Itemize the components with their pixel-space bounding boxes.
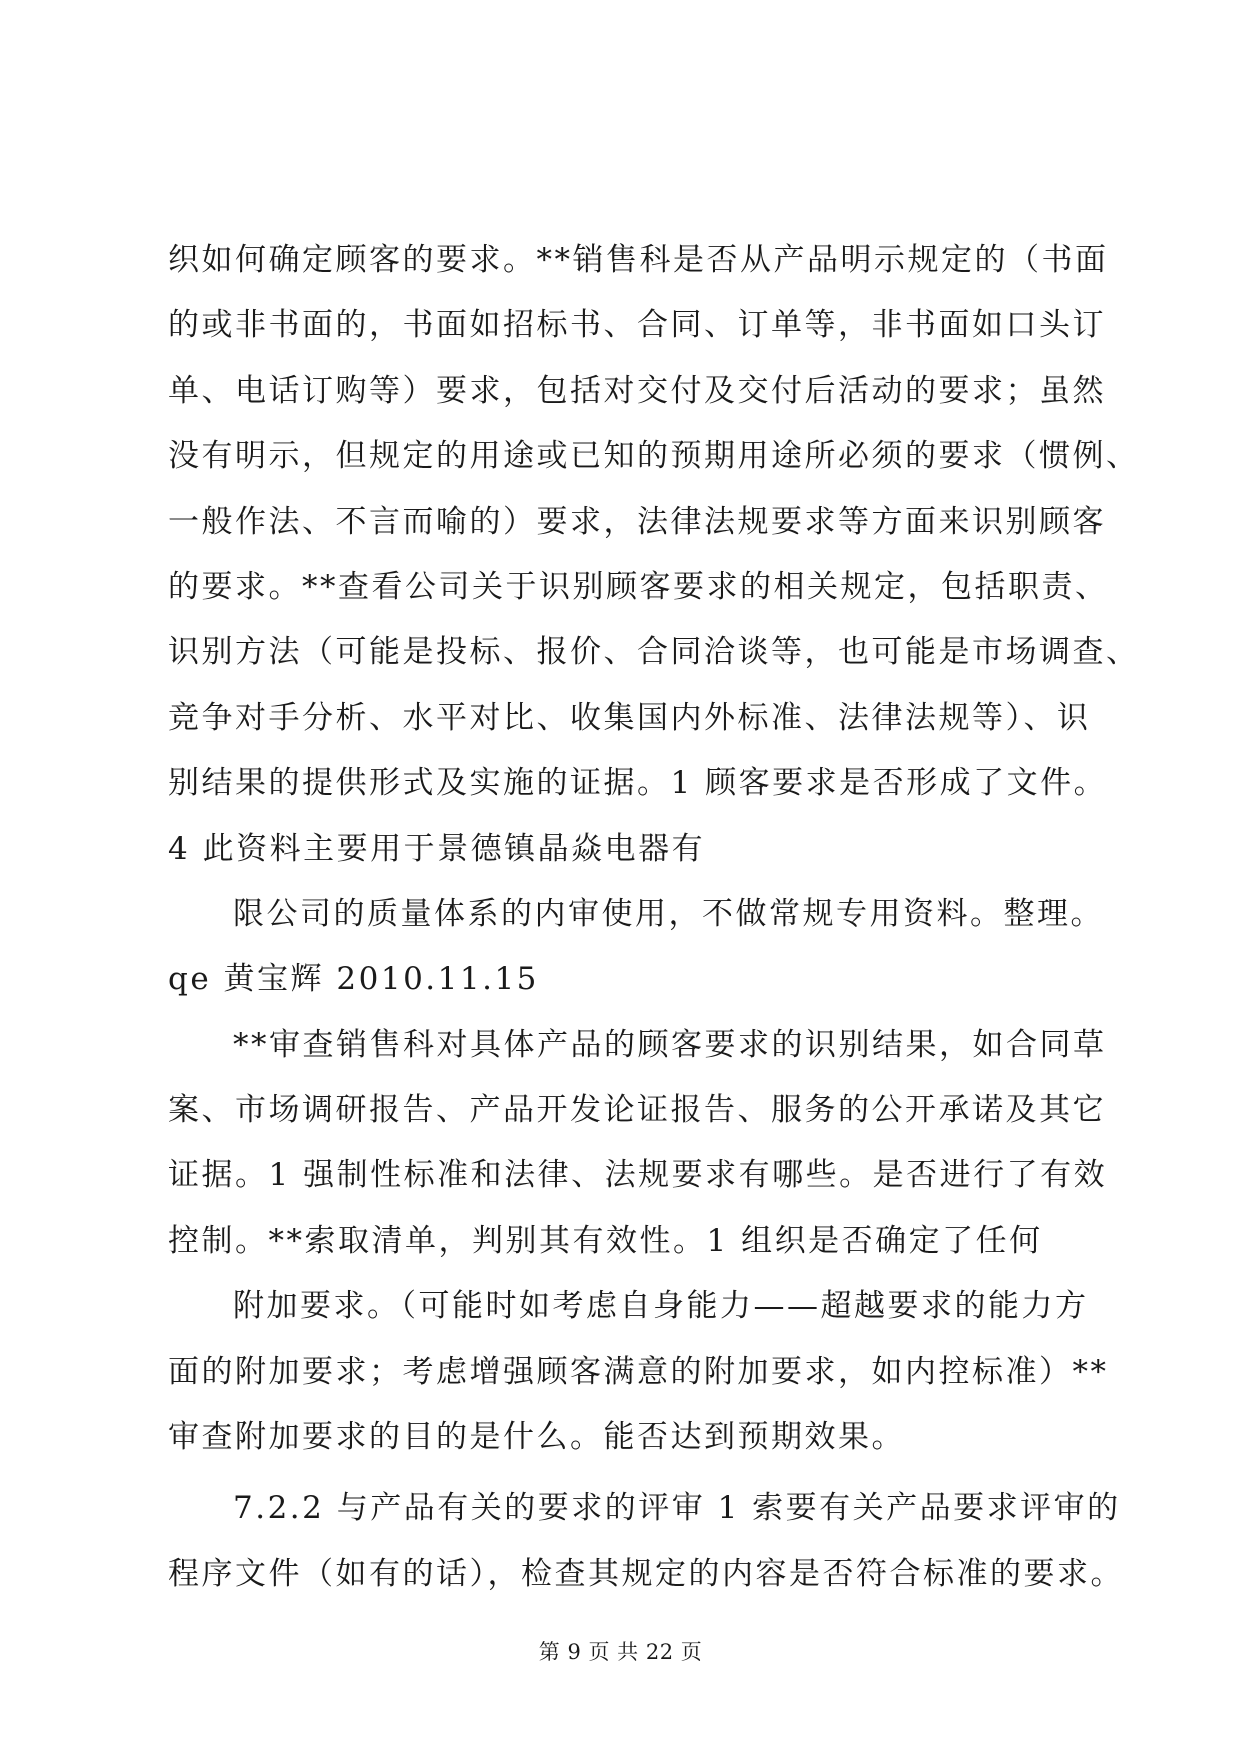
text-line: 没有明示，但规定的用途或已知的预期用途所必须的要求（惯例、 — [168, 438, 1140, 475]
text-line: **审查销售科对具体产品的顾客要求的识别结果，如合同草 — [233, 1026, 1107, 1063]
text-line: 程序文件（如有的话），检查其规定的内容是否符合标准的要求。 — [168, 1555, 1124, 1592]
text-line: 别结果的提供形式及实施的证据。1 顾客要求是否形成了文件。 — [168, 765, 1108, 802]
text-line: 面的附加要求；考虑增强顾客满意的附加要求，如内控标准）** — [168, 1353, 1109, 1390]
text-line: 的要求。**查看公司关于识别顾客要求的相关规定，包括职责、 — [168, 568, 1109, 605]
text-line: 证据。1 强制性标准和法律、法规要求有哪些。是否进行了有效 — [168, 1157, 1108, 1194]
text-line: 4 此资料主要用于景德镇晶焱电器有 — [168, 830, 706, 867]
page-number-footer: 第 9 页 共 22 页 — [538, 1640, 703, 1664]
body-text — [168, 228, 1140, 1607]
text-line: 织如何确定顾客的要求。**销售科是否从产品明示规定的（书面 — [168, 242, 1109, 278]
text-line: 附加要求。（可能时如考虑自身能力——超越要求的能力方 — [233, 1288, 1089, 1325]
text-line: 限公司的质量体系的内审使用，不做常规专用资料。整理。 — [233, 895, 1104, 932]
text-line: 7.2.2 与产品有关的要求的评审 1 索要有关产品要求评审的 — [233, 1490, 1121, 1527]
text-line: 识别方法（可能是投标、报价、合同洽谈等，也可能是市场调查、 — [168, 634, 1140, 671]
text-line: 一般作法、不言而喻的）要求，法律法规要求等方面来识别顾客 — [168, 503, 1106, 540]
text-line: 案、市场调研报告、产品开发论证报告、服务的公开承诺及其它 — [168, 1092, 1106, 1129]
text-line: 审查附加要求的目的是什么。能否达到预期效果。 — [168, 1419, 905, 1456]
text-line: 竞争对手分析、水平对比、收集国内外标准、法律法规等）、识 — [168, 699, 1091, 736]
text-line: 单、电话订购等）要求，包括对交付及交付后活动的要求；虽然 — [168, 372, 1106, 409]
text-line: 的或非书面的，书面如招标书、合同、订单等，非书面如口头订 — [168, 307, 1106, 344]
text-line: qe 黄宝辉 2010.11.15 — [168, 961, 539, 998]
text-line: 控制。**索取清单，判别其有效性。1 组织是否确定了任何 — [168, 1222, 1043, 1259]
